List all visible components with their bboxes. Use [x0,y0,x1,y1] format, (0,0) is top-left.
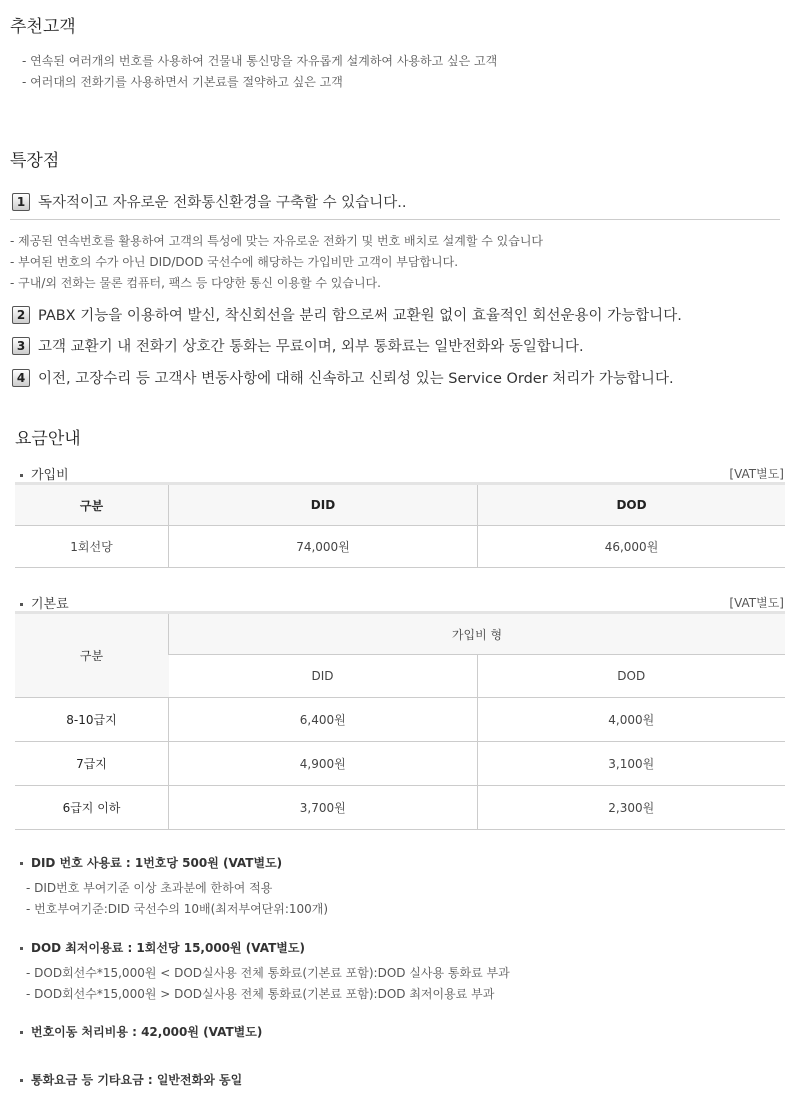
recommend-title: 추천고객 [10,17,76,37]
note-title: 번호이동 처리비용 : 42,000원 (VAT별도) [20,1023,262,1040]
table-row [15,742,785,786]
note-line: - DOD회선수*15,000원 < DOD실사용 전체 통화료(기본료 포함):DOD 실사용 통화료 부과 [26,966,510,980]
feature-detail: - 제공된 연속번호를 활용하여 고객의 특성에 맞는 자유로운 전화기 및 번호 배치로 설계할 수 있습니다 [10,234,544,248]
recommend-item: - 여러대의 전화기를 사용하면서 기본료를 절약하고 싶은 고객 [22,75,343,89]
feature-text: PABX 기능을 이용하여 발신, 착신회선을 분리 함으로써 교환원 없이 효율적인 회선운용이 가능합니다. [38,308,682,324]
note-title: DOD 최저이용료 : 1회선당 15,000원 (VAT별도) [20,939,305,956]
features-title: 특장점 [10,151,60,171]
note-line: - DID번호 부여기준 이상 초과분에 한하여 적용 [26,881,273,895]
cell: 4,000원 [477,698,785,742]
header-cell: DOD [478,484,786,526]
vat-note: [VAT별도] [729,596,784,610]
cell: 8-10급지 [15,698,169,742]
feature-detail: - 부여된 번호의 수가 아닌 DID/DOD 국선수에 해당하는 가입비만 고객이 부담합니다. [10,255,459,269]
header-cell: DID [169,484,478,526]
header-cell: 구분 [15,484,169,526]
number-badge: 3 [12,337,30,355]
note-title: DID 번호 사용료 : 1번호당 500원 (VAT별도) [20,854,282,871]
note-title: 통화요금 등 기타요금 : 일반전화와 동일 [20,1071,242,1088]
cell: 46,000원 [478,526,786,568]
basic-fee-label: 기본료 [20,593,69,612]
table-row [15,786,785,830]
recommend-item: - 연속된 여러개의 번호를 사용하여 건물내 통신망을 자유롭게 설계하여 사용하고 싶은 고객 [22,54,498,68]
cell: 4,900원 [169,742,478,786]
divider [10,219,780,220]
cell: 6,400원 [169,698,478,742]
cell: 3,100원 [477,742,785,786]
join-fee-table [15,482,785,568]
feature-text: 고객 교환기 내 전화기 상호간 통화는 무료이며, 외부 통화료는 일반전화와 동일합니다. [38,339,584,355]
cell: 2,300원 [477,786,785,830]
feature-2 [12,304,682,325]
vat-note: [VAT별도] [729,467,784,481]
cell: 1회선당 [15,526,169,568]
basic-fee-table [15,611,785,830]
feature-1 [12,191,406,212]
cell: 7급지 [15,742,169,786]
pricing-title: 요금안내 [15,429,81,449]
header-cell: DOD [477,655,785,698]
feature-3 [12,335,584,356]
cell: 74,000원 [169,526,478,568]
feature-text: 독자적이고 자유로운 전화통신환경을 구축할 수 있습니다.. [38,195,407,211]
feature-detail: - 구내/외 전화는 물론 컴퓨터, 팩스 등 다양한 통신 이용할 수 있습니다. [10,276,381,290]
table-row [15,526,785,568]
header-cell: DID [169,655,478,698]
number-badge: 1 [12,193,30,211]
number-badge: 2 [12,306,30,324]
header-cell: 구분 [15,613,169,698]
cell: 6급지 이하 [15,786,169,830]
feature-4 [12,367,674,388]
table-row [15,698,785,742]
feature-text: 이전, 고장수리 등 고객사 변동사항에 대해 신속하고 신뢰성 있는 Service Order 처리가 가능합니다. [38,371,674,387]
note-line: - DOD회선수*15,000원 > DOD실사용 전체 통화료(기본료 포함):DOD 최저이용료 부과 [26,987,495,1001]
number-badge: 4 [12,369,30,387]
note-line: - 번호부여기준:DID 국선수의 10배(최저부여단위:100개) [26,902,329,916]
cell: 3,700원 [169,786,478,830]
header-cell: 가입비 형 [169,613,786,655]
join-fee-label: 가입비 [20,464,69,483]
